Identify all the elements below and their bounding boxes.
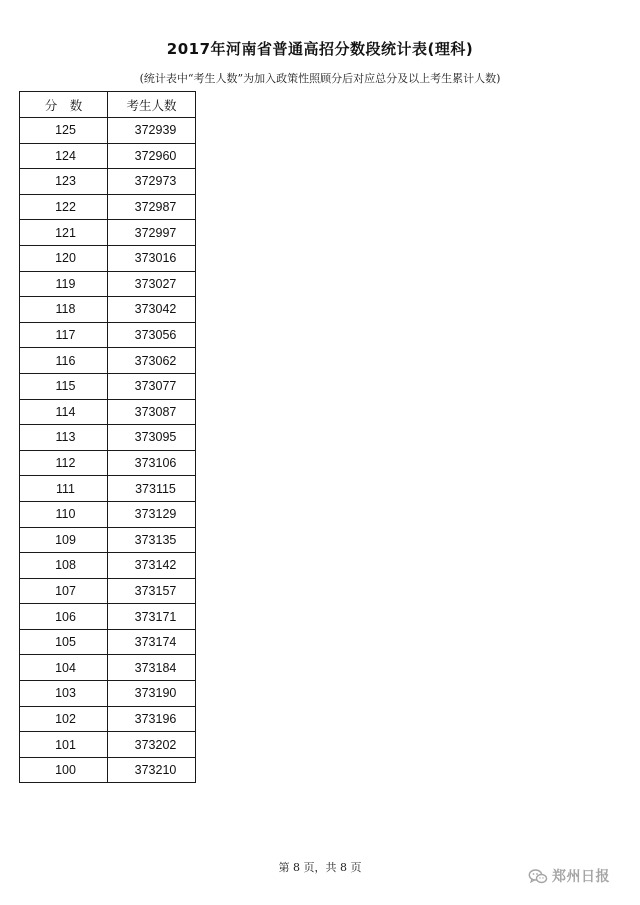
watermark-text: 郑州日报	[552, 869, 610, 885]
score-cell: 107	[20, 578, 108, 604]
table-row	[20, 245, 196, 271]
table-row	[20, 220, 196, 246]
table-row	[20, 348, 196, 374]
count-cell: 373184	[108, 655, 196, 681]
count-cell: 373129	[108, 501, 196, 527]
score-cell: 124	[20, 143, 108, 169]
count-cell: 373142	[108, 553, 196, 579]
table-row	[20, 578, 196, 604]
watermark	[528, 866, 610, 886]
count-cell: 373202	[108, 732, 196, 758]
count-cell: 373016	[108, 245, 196, 271]
score-table	[19, 91, 196, 783]
count-cell: 373062	[108, 348, 196, 374]
count-cell: 373157	[108, 578, 196, 604]
count-cell: 373095	[108, 425, 196, 451]
table-row	[20, 399, 196, 425]
score-cell: 122	[20, 194, 108, 220]
score-cell: 123	[20, 169, 108, 195]
count-cell: 373077	[108, 373, 196, 399]
score-cell: 121	[20, 220, 108, 246]
table-row	[20, 322, 196, 348]
table-row	[20, 118, 196, 144]
table-body	[20, 118, 196, 783]
score-cell: 105	[20, 629, 108, 655]
table-row	[20, 706, 196, 732]
count-cell: 373115	[108, 476, 196, 502]
score-cell: 113	[20, 425, 108, 451]
table-row	[20, 681, 196, 707]
score-cell: 108	[20, 553, 108, 579]
score-cell: 119	[20, 271, 108, 297]
table-row	[20, 450, 196, 476]
count-cell: 373190	[108, 681, 196, 707]
count-column-header: 考生人数	[108, 92, 196, 118]
count-cell: 373087	[108, 399, 196, 425]
table-row	[20, 271, 196, 297]
count-cell: 372997	[108, 220, 196, 246]
page-title: 2017年河南省普通高招分数段统计表(理科)	[166, 40, 474, 58]
count-cell: 373174	[108, 629, 196, 655]
table-row	[20, 501, 196, 527]
table-row	[20, 143, 196, 169]
score-cell: 106	[20, 604, 108, 630]
count-cell: 373027	[108, 271, 196, 297]
table-row	[20, 732, 196, 758]
wechat-icon	[528, 868, 548, 885]
score-column-header: 分 数	[20, 92, 108, 118]
score-cell: 102	[20, 706, 108, 732]
score-cell: 120	[20, 245, 108, 271]
table-row	[20, 194, 196, 220]
count-cell: 373106	[108, 450, 196, 476]
score-cell: 100	[20, 757, 108, 783]
table-row	[20, 373, 196, 399]
table-row	[20, 169, 196, 195]
count-cell: 373210	[108, 757, 196, 783]
score-cell: 116	[20, 348, 108, 374]
score-cell: 112	[20, 450, 108, 476]
table-row	[20, 527, 196, 553]
table-row	[20, 629, 196, 655]
count-cell: 372973	[108, 169, 196, 195]
table-row	[20, 604, 196, 630]
page-footer: 第 8 页，共 8 页	[278, 861, 362, 874]
score-cell: 111	[20, 476, 108, 502]
count-cell: 373171	[108, 604, 196, 630]
score-cell: 118	[20, 297, 108, 323]
score-cell: 114	[20, 399, 108, 425]
count-cell: 373196	[108, 706, 196, 732]
table-row	[20, 553, 196, 579]
score-cell: 110	[20, 501, 108, 527]
score-cell: 125	[20, 118, 108, 144]
count-cell: 372987	[108, 194, 196, 220]
score-cell: 115	[20, 373, 108, 399]
count-cell: 372960	[108, 143, 196, 169]
table-row	[20, 476, 196, 502]
table-row	[20, 655, 196, 681]
score-cell: 104	[20, 655, 108, 681]
table-row	[20, 425, 196, 451]
count-cell: 373056	[108, 322, 196, 348]
table-row	[20, 757, 196, 783]
table-header-row	[20, 92, 196, 118]
count-cell: 373042	[108, 297, 196, 323]
count-cell: 373135	[108, 527, 196, 553]
score-cell: 109	[20, 527, 108, 553]
score-cell: 101	[20, 732, 108, 758]
table-row	[20, 297, 196, 323]
count-cell: 372939	[108, 118, 196, 144]
score-cell: 117	[20, 322, 108, 348]
score-cell: 103	[20, 681, 108, 707]
table-note: (统计表中“考生人数”为加入政策性照顾分后对应总分及以上考生累计人数)	[139, 72, 501, 85]
